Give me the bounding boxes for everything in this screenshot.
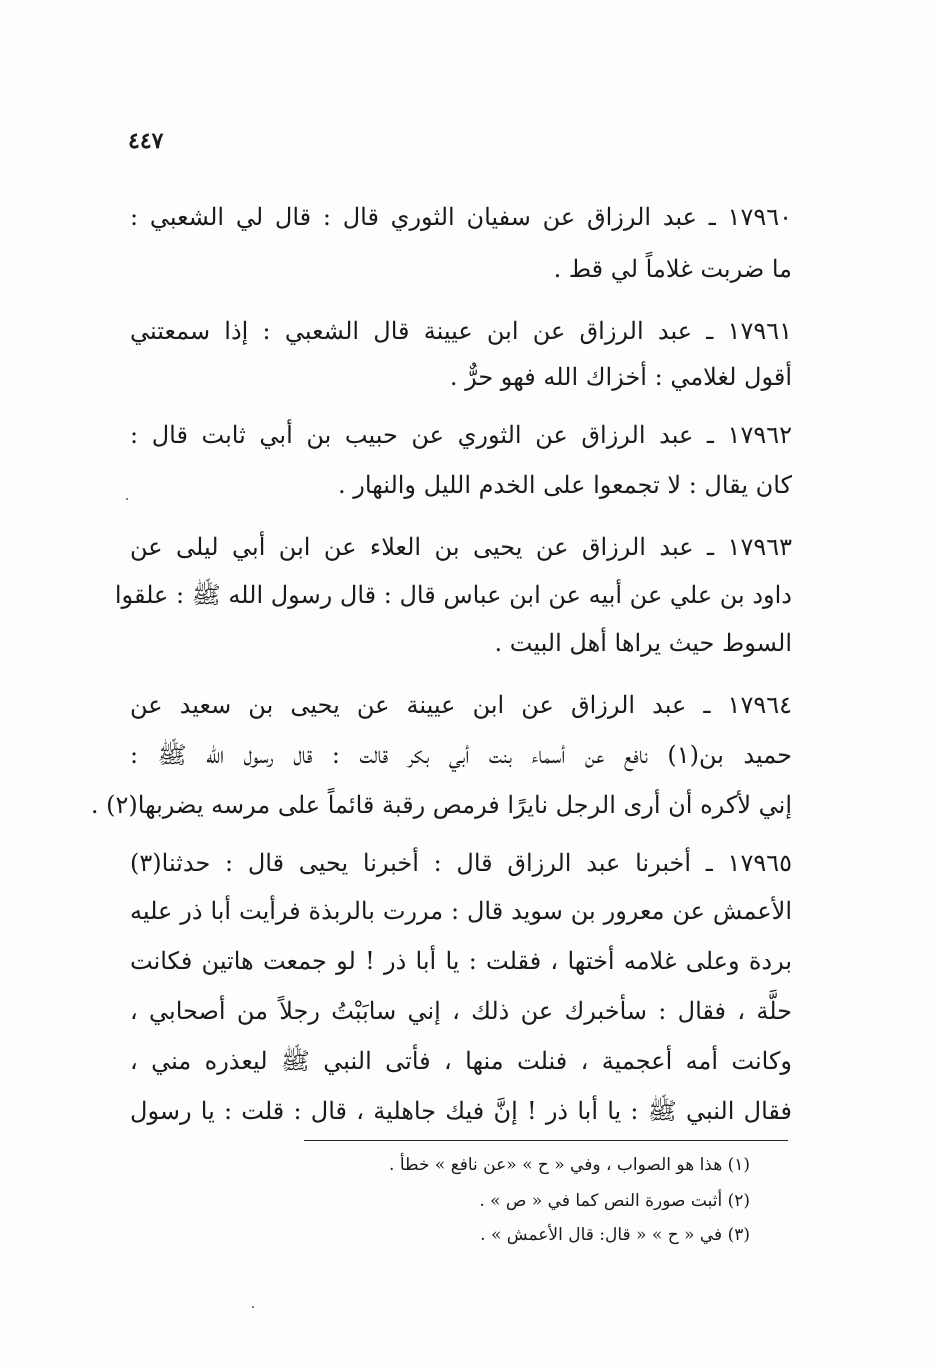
hadith-17962-line-1: ١٧٩٦٢ ـ عبد الرزاق عن الثوري عن حبيب بن أبي ثابت قال : (130, 421, 792, 449)
hadith-17961-line-2: أقول لغلامي : أخزاك الله فهو حرٌّ . (449, 363, 792, 391)
hadith-17965-line-2: الأعمش عن معرور بن سويد قال : مررت بالربذة فرأيت أبا ذر عليه (130, 897, 792, 925)
hadith-17964-line-1: ١٧٩٦٤ ـ عبد الرزاق عن ابن عيينة عن يحيى بن سعيد عن (130, 691, 792, 719)
hadith-17965-line-1: ١٧٩٦٥ ـ أخبرنا عبد الرزاق قال : أخبرنا يحيى قال : حدثنا(٣) (130, 849, 792, 877)
scan-speck (252, 1306, 254, 1308)
hadith-17961-line-1: ١٧٩٦١ ـ عبد الرزاق عن ابن عيينة قال الشعبي : إذا سمعتني (130, 317, 792, 345)
hadith-17963-line-3: السوط حيث يراها أهل البيت . (494, 629, 792, 657)
hadith-17965-line-6: فقال النبي ﷺ : يا أبا ذر ! إنَّ فيك جاهلية ، قال : قلت : يا رسول (130, 1097, 793, 1125)
hadith-17965-line-4: حلَّة ، فقال : سأخبرك عن ذلك ، إني سابَبْتُ رجلاً من أصحابي ، (130, 997, 792, 1025)
hadith-17960-line-2: ما ضربت غلاماً لي قط . (553, 255, 792, 283)
hadith-17963-line-2: داود بن علي عن أبيه عن ابن عباس قال : قال رسول الله ﷺ : علقوا (114, 581, 792, 609)
scan-speck (126, 498, 128, 500)
footnote-2: (٢) أثبت صورة النص كما في « ص » . (479, 1191, 750, 1211)
hadith-17963-line-1: ١٧٩٦٣ ـ عبد الرزاق عن يحيى بن العلاء عن ابن أبي ليلى عن (130, 533, 792, 561)
hadith-17960-line-1: ١٧٩٦٠ ـ عبد الرزاق عن سفيان الثوري قال : قال لي الشعبي : (130, 203, 792, 231)
hadith-17962-line-2: كان يقال : لا تجمعوا على الخدم الليل والنهار . (337, 471, 792, 499)
hadith-17964-line-2: حميد بن(١) نافع عن أسماء بنت أبي بكر قالت : قال رسول الله ﷺ : (130, 741, 792, 769)
hadith-17965-line-5: وكانت أمه أعجمية ، فنلت منها ، فأتى النبي ﷺ ليعذره مني ، (130, 1047, 792, 1075)
page-number: ٤٤٧ (128, 128, 164, 154)
hadith-17965-line-3: بردة وعلى غلامه أختها ، فقلت : يا أبا ذر ! لو جمعت هاتين فكانت (130, 947, 792, 975)
footnote-1: (١) هذا هو الصواب ، وفي « ح » «عن نافع » خطأ . (389, 1155, 750, 1175)
footnote-separator (304, 1140, 788, 1141)
footnote-3: (٣) في « ح » « قال: قال الأعمش » . (480, 1225, 750, 1245)
hadith-17964-line-3: إني لأكره أن أرى الرجل نايرًا فرمص رقبة قائماً على مرسه يضربها(٢) . (90, 791, 792, 819)
